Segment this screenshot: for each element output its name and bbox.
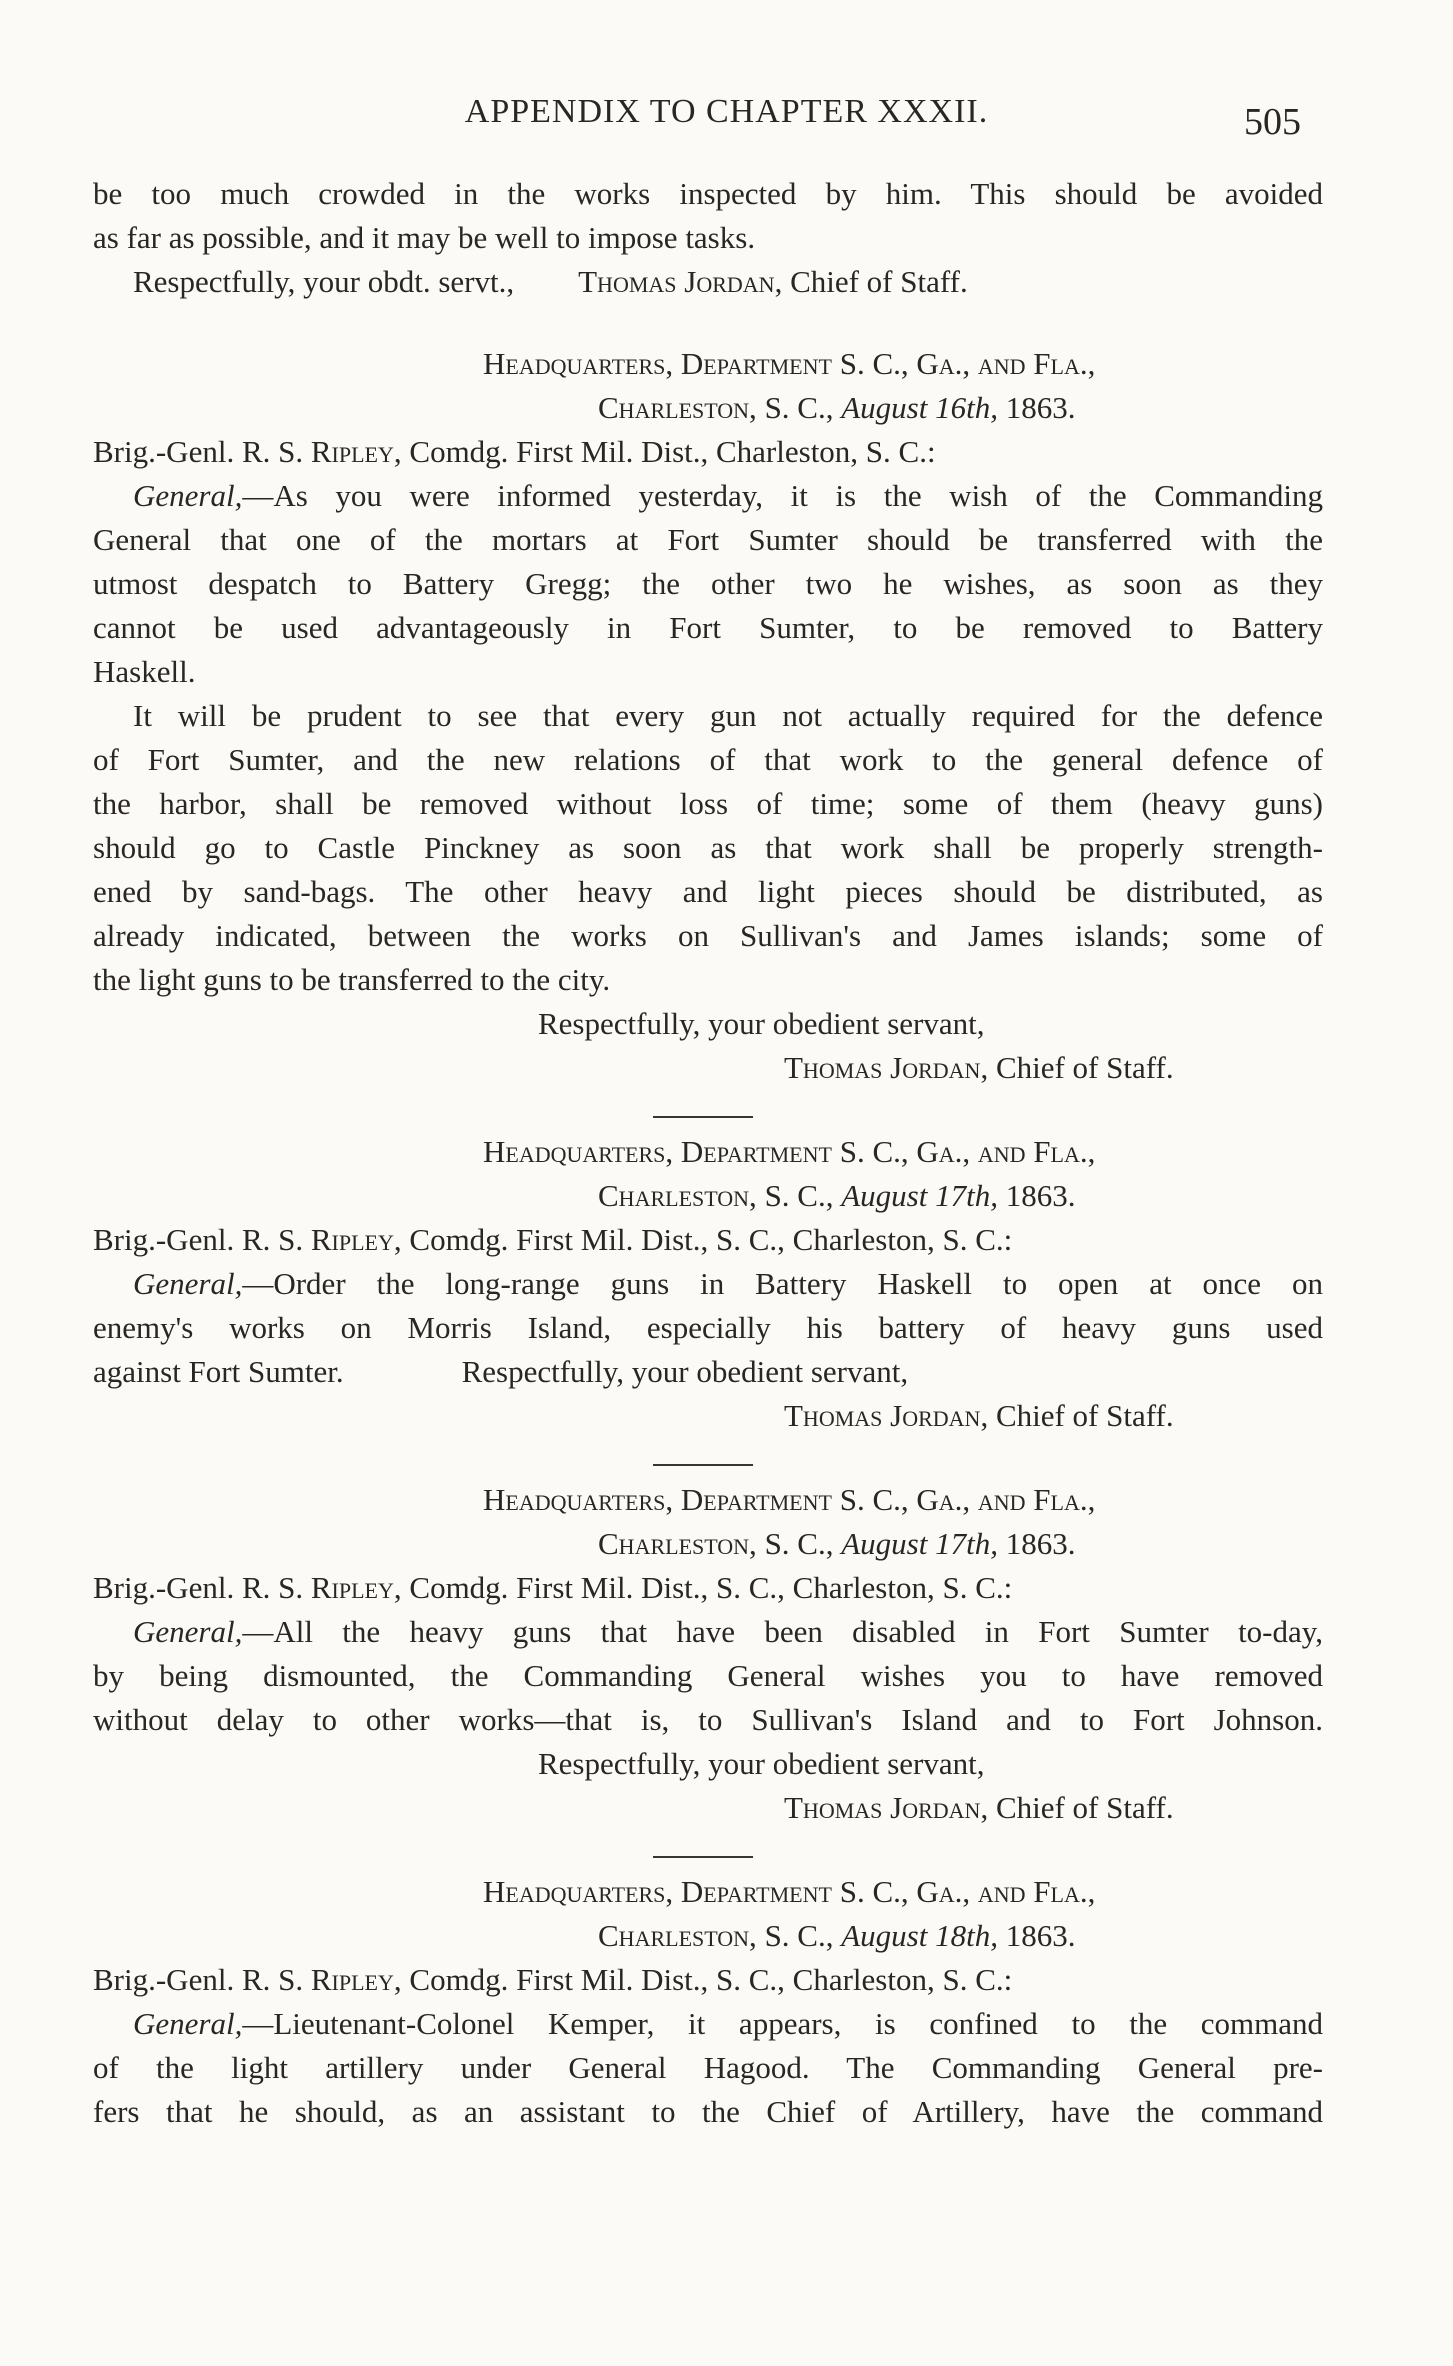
- page-body: [93, 172, 1323, 2134]
- separator-rule: [653, 1464, 753, 1466]
- addressee-name: Ripley: [310, 1570, 394, 1605]
- signature: [93, 1786, 1323, 1830]
- signer-name: Thomas Jordan: [784, 1398, 981, 1433]
- line-text: —Order the long-range guns in Battery Haskell to open at once on: [242, 1266, 1323, 1301]
- addressee-command: , Comdg. First Mil. Dist., S. C., Charleston, S. C.:: [393, 1962, 1013, 1997]
- letter-place-date: [93, 386, 1323, 430]
- place: Charleston,: [598, 1526, 757, 1561]
- text-line: [93, 1610, 1323, 1654]
- text-line: ened by sand-bags. The other heavy and light pieces should be distributed, as: [93, 874, 1323, 909]
- addressee: [93, 1218, 1323, 1262]
- text-line: of Fort Sumter, and the new relations of that work to the general defence of: [93, 742, 1323, 777]
- addressee-rank: Brig.-Genl. R. S.: [93, 434, 311, 469]
- date: August 16th,: [841, 390, 998, 425]
- date: August 17th,: [841, 1178, 998, 1213]
- text-line: already indicated, between the works on Sullivan's and James islands; some of: [93, 918, 1323, 953]
- salutation: General,: [133, 478, 243, 513]
- addressee-rank: Brig.-Genl. R. S.: [93, 1570, 311, 1605]
- letter: [93, 1870, 1323, 2134]
- addressee-command: , Comdg. First Mil. Dist., S. C., Charleston, S. C.:: [393, 1222, 1013, 1257]
- text-line: Haskell.: [93, 654, 196, 689]
- addressee-name: Ripley: [310, 1222, 394, 1257]
- text-line: [93, 1262, 1323, 1306]
- page-number: 505: [1244, 101, 1301, 143]
- place-state: S. C.,: [756, 390, 842, 425]
- signer-title: , Chief of Staff.: [774, 264, 968, 299]
- salutation: General,: [133, 1266, 243, 1301]
- letter-place-date: [93, 1522, 1323, 1566]
- addressee: [93, 1958, 1323, 2002]
- letter-heading: Headquarters, Department S. C., Ga., and Fla.,: [483, 1874, 1096, 1909]
- salutation: General,: [133, 1614, 243, 1649]
- closing-phrase: Respectfully, your obedient servant,: [538, 1006, 985, 1041]
- text-line: as far as possible, and it may be well to impose tasks.: [93, 220, 756, 255]
- addressee-rank: Brig.-Genl. R. S.: [93, 1222, 311, 1257]
- place-state: S. C.,: [756, 1918, 842, 1953]
- addressee-rank: Brig.-Genl. R. S.: [93, 1962, 311, 1997]
- year: 1863.: [997, 1918, 1076, 1953]
- text-line: [93, 474, 1323, 518]
- date: August 17th,: [841, 1526, 998, 1561]
- line-text: —As you were informed yesterday, it is the wish of the Commanding: [242, 478, 1323, 513]
- line-text: —Lieutenant-Colonel Kemper, it appears, is confined to the command: [242, 2006, 1323, 2041]
- salutation: General,: [133, 2006, 243, 2041]
- letter-heading: Headquarters, Department S. C., Ga., and Fla.,: [483, 346, 1096, 381]
- closing-phrase: Respectfully, your obdt. servt.,: [133, 264, 515, 299]
- place-state: S. C.,: [756, 1526, 842, 1561]
- text-line: of the light artillery under General Hagood. The Commanding General pre-: [93, 2050, 1323, 2085]
- letter-place-date: [93, 1914, 1323, 1958]
- addressee: [93, 430, 1323, 474]
- year: 1863.: [997, 1178, 1076, 1213]
- text-line: by being dismounted, the Commanding General wishes you to have removed: [93, 1658, 1323, 1693]
- text-line: General that one of the mortars at Fort Sumter should be transferred with the: [93, 522, 1323, 557]
- addressee-name: Ripley: [310, 434, 394, 469]
- letter: [93, 1130, 1323, 1438]
- text-line: [93, 2002, 1323, 2046]
- text-line: without delay to other works—that is, to Sullivan's Island and to Fort Johnson.: [93, 1702, 1323, 1737]
- text-line: It will be prudent to see that every gun not actually required for the defence: [133, 698, 1323, 733]
- text-line: cannot be used advantageously in Fort Sumter, to be removed to Battery: [93, 610, 1323, 645]
- signer-title: , Chief of Staff.: [980, 1790, 1174, 1825]
- addressee-name: Ripley: [310, 1962, 394, 1997]
- line-text: against Fort Sumter.: [93, 1354, 344, 1389]
- running-head: APPENDIX TO CHAPTER XXXII.: [464, 93, 989, 130]
- letter-heading: Headquarters, Department S. C., Ga., and Fla.,: [483, 1482, 1096, 1517]
- signer-name: Thomas Jordan: [784, 1790, 981, 1825]
- signature: [93, 1394, 1323, 1438]
- text-line: utmost despatch to Battery Gregg; the other two he wishes, as soon as they: [93, 566, 1323, 601]
- addressee-command: , Comdg. First Mil. Dist., S. C., Charleston, S. C.:: [393, 1570, 1013, 1605]
- text-line: the harbor, shall be removed without loss of time; some of them (heavy guns): [93, 786, 1323, 821]
- text-line: should go to Castle Pinckney as soon as that work shall be properly strength-: [93, 830, 1323, 865]
- text-line: fers that he should, as an assistant to the Chief of Artillery, have the command: [93, 2094, 1323, 2129]
- date: August 18th,: [841, 1918, 998, 1953]
- year: 1863.: [997, 390, 1076, 425]
- place: Charleston,: [598, 390, 757, 425]
- signer-name: Thomas Jordan: [784, 1050, 981, 1085]
- place: Charleston,: [598, 1178, 757, 1213]
- closing-phrase: Respectfully, your obedient servant,: [461, 1354, 909, 1389]
- signer-name: Thomas Jordan: [578, 264, 775, 299]
- letter-heading: Headquarters, Department S. C., Ga., and Fla.,: [483, 1134, 1096, 1169]
- place: Charleston,: [598, 1918, 757, 1953]
- text-line: [93, 1350, 1323, 1394]
- addressee: [93, 1566, 1323, 1610]
- letter: [93, 1478, 1323, 1830]
- text-line: be too much crowded in the works inspected by him. This should be avoided: [93, 176, 1323, 211]
- closing-signature: [93, 260, 1323, 304]
- closing-phrase: Respectfully, your obedient servant,: [538, 1746, 985, 1781]
- place-state: S. C.,: [756, 1178, 842, 1213]
- text-line: the light guns to be transferred to the city.: [93, 962, 611, 997]
- letter-place-date: [93, 1174, 1323, 1218]
- addressee-command: , Comdg. First Mil. Dist., Charleston, S. C.:: [393, 434, 936, 469]
- text-line: enemy's works on Morris Island, especially his battery of heavy guns used: [93, 1310, 1323, 1345]
- signer-title: , Chief of Staff.: [980, 1050, 1174, 1085]
- line-text: —All the heavy guns that have been disabled in Fort Sumter to-day,: [242, 1614, 1323, 1649]
- separator-rule: [653, 1856, 753, 1858]
- year: 1863.: [997, 1526, 1076, 1561]
- separator-rule: [653, 1116, 753, 1118]
- signature: [93, 1046, 1323, 1090]
- letter: [93, 342, 1323, 1090]
- signer-title: , Chief of Staff.: [980, 1398, 1174, 1433]
